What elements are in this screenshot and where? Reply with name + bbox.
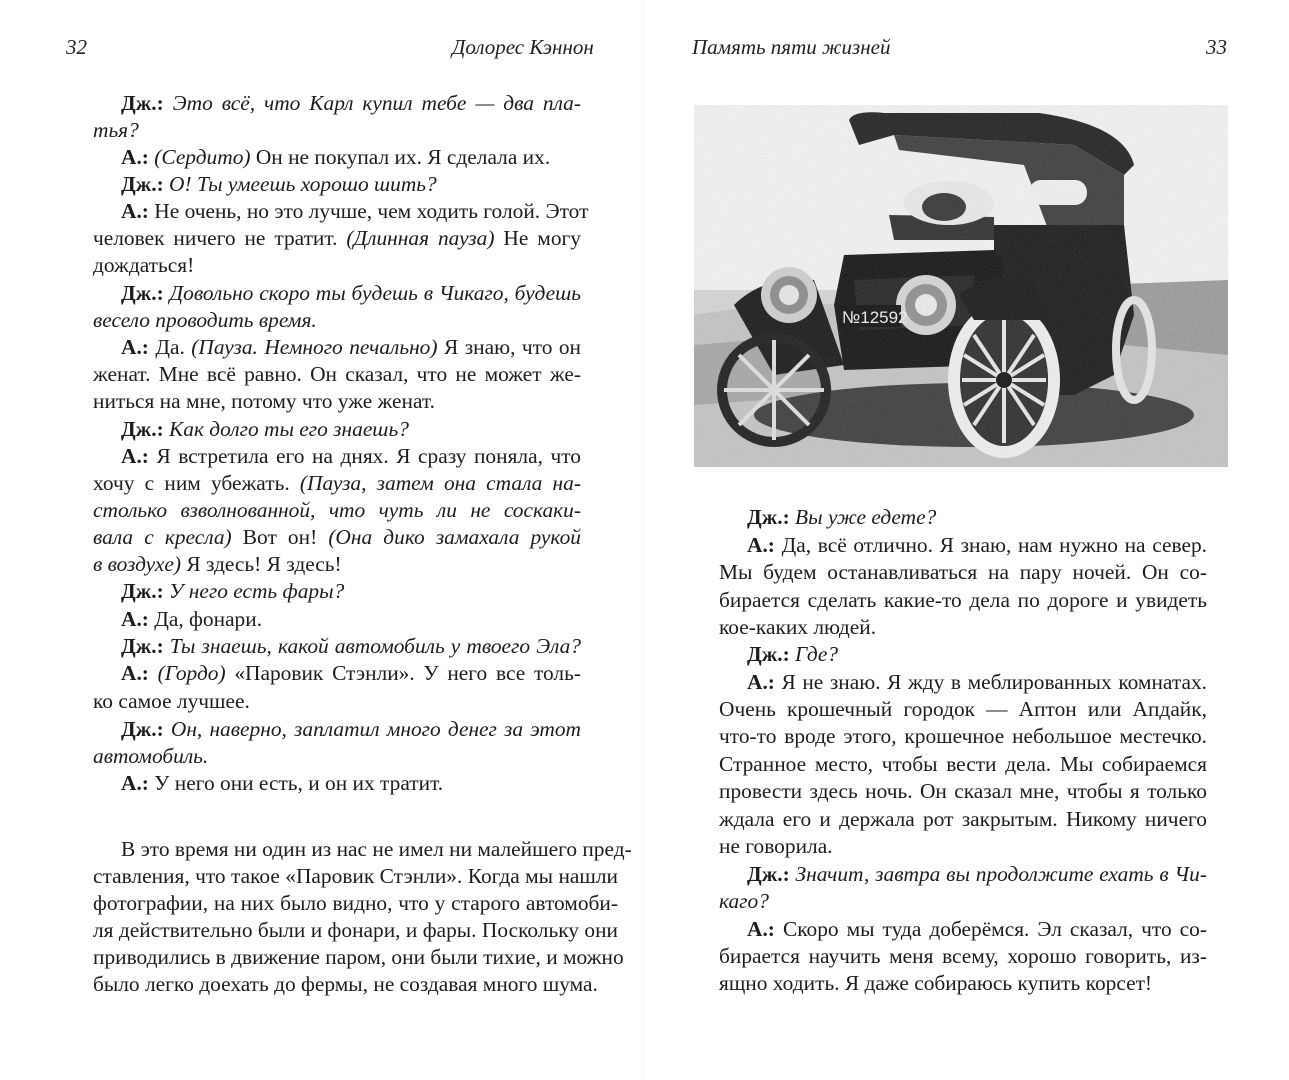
speaker-label: Дж.: [121, 417, 170, 441]
text-run: ждала его и держала рот закрытым. Никому ничего [719, 807, 1207, 831]
narrative-line [93, 917, 618, 944]
dialogue-line [747, 669, 1207, 696]
italic-text: У него есть фары? [169, 579, 345, 603]
text-run: ящно ходить. Я даже собираюсь купить корсет! [719, 971, 1153, 995]
text-run: провести здесь ночь. Он сказал мне, чтобы я только [719, 779, 1207, 803]
text-run: Да. [155, 335, 192, 359]
text-run: Я встретила его на днях. Я сразу поняла, что [156, 444, 581, 468]
text-run: Я здесь! Я здесь! [180, 552, 342, 576]
dialogue-line [93, 225, 581, 252]
italic-text: в воздухе) [93, 552, 181, 576]
text-run: ля действительно были и фонари, и фары. Поскольку они [93, 918, 618, 942]
text-run: Я знаю, что он [437, 335, 581, 359]
dialogue-line [719, 614, 876, 641]
italic-text: Это всё, что Карл купил тебе — два пла- [172, 91, 581, 115]
speaker-label: А.: [121, 771, 155, 795]
text-run: бирается научить меня всему, хорошо говорить, из- [719, 944, 1207, 968]
dialogue-line [93, 497, 581, 524]
speaker-label: Дж.: [121, 281, 170, 305]
dialogue-line [121, 660, 581, 687]
text-run: ниться на мне, потому что уже женат. [93, 389, 436, 413]
dialogue-line [121, 171, 437, 198]
italic-text: Где? [795, 642, 839, 666]
text-run: Он не покупал их. Я сделала их. [250, 145, 551, 169]
text-run: «Паровик Стэнли». У него все толь- [225, 661, 581, 685]
text-run: Мы будем останавливаться на пару ночей. Он со- [719, 560, 1207, 584]
text-run: человек ничего не тратит. [93, 226, 347, 250]
left-page [0, 0, 644, 1080]
italic-text: тья? [93, 118, 139, 142]
narrative-line [121, 836, 632, 863]
speaker-label: Дж.: [121, 172, 170, 196]
italic-text: (Пауза, затем она стала на- [299, 471, 581, 495]
italic-text: (Сердито) [154, 145, 251, 169]
text-run: не говорила. [719, 834, 833, 858]
dialogue-line [719, 559, 1207, 586]
narrative-line [93, 971, 598, 998]
dialogue-line [93, 743, 208, 770]
speaker-label: Дж.: [747, 862, 796, 886]
speaker-label: А.: [747, 917, 783, 941]
dialogue-line [719, 943, 1207, 970]
narrative-line [93, 863, 618, 890]
italic-text: (Пауза. Немного печально) [191, 335, 438, 359]
speaker-label: Дж.: [121, 91, 173, 115]
dialogue-line [121, 443, 581, 470]
text-run: Скоро мы туда доберёмся. Эл сказал, что со- [782, 917, 1207, 941]
dialogue-line [93, 117, 139, 144]
text-run: бирается сделать какие-то дела по дороге и увидеть [719, 588, 1207, 612]
dialogue-line [121, 416, 409, 443]
italic-text: О! Ты умеешь хорошо шить? [169, 172, 437, 196]
dialogue-line [93, 361, 581, 388]
text-run: было легко доехать до фермы, не создавая много шума. [93, 972, 598, 996]
page-number-right: 33 [1206, 35, 1227, 59]
text-run: Очень крошечный городок — Аптон или Апдайк, [719, 697, 1207, 721]
dialogue-line [719, 833, 833, 860]
dialogue-line [121, 90, 581, 117]
text-run: приводились в движение паром, они были тихие, и можно [93, 945, 624, 969]
text-run: Странное место, чтобы вести дела. Мы собираемся [719, 752, 1207, 776]
speaker-label: Дж.: [747, 505, 796, 529]
narrative-line [93, 890, 618, 917]
italic-text: Он, наверно, заплатил много денег за этот [170, 717, 582, 741]
dialogue-line [121, 144, 550, 171]
speaker-label: Дж.: [121, 579, 170, 603]
dialogue-line [719, 751, 1207, 778]
dialogue-line [719, 806, 1207, 833]
italic-text: автомобиль. [93, 744, 209, 768]
dialogue-line [719, 888, 769, 915]
dialogue-line [719, 778, 1207, 805]
dialogue-line [719, 587, 1207, 614]
page-number-left: 32 [66, 35, 87, 59]
italic-text: (Она дико замахала рукой [328, 525, 582, 549]
text-run: хочу с ним убежать. [93, 471, 300, 495]
dialogue-line [747, 641, 838, 668]
speaker-label: А.: [121, 661, 158, 685]
text-run: дождаться! [93, 253, 195, 277]
text-run: кое-каких людей. [719, 615, 877, 639]
dialogue-line [121, 633, 581, 660]
text-run: Вот он! [231, 525, 329, 549]
dialogue-line [93, 307, 317, 334]
italic-text: Ты знаешь, какой автомобиль у твоего Эла? [169, 634, 581, 658]
dialogue-line [93, 388, 435, 415]
speaker-label: Дж.: [121, 717, 171, 741]
speaker-label: А.: [121, 444, 157, 468]
dialogue-line [719, 970, 1152, 997]
dialogue-line [719, 696, 1207, 723]
text-run: У него они есть, и он их тратит. [154, 771, 444, 795]
speaker-label: А.: [121, 199, 155, 223]
italic-text: Довольно скоро ты будешь в Чикаго, будешь [169, 281, 582, 305]
dialogue-line [93, 252, 194, 279]
speaker-label: А.: [121, 145, 155, 169]
dialogue-line [121, 334, 581, 361]
dialogue-line [93, 470, 581, 497]
italic-text: (Гордо) [157, 661, 226, 685]
italic-text: (Длинная пауза) [346, 226, 495, 250]
dialogue-line [121, 578, 344, 605]
speaker-label: Дж.: [121, 634, 170, 658]
text-run: ко самое лучшее. [93, 689, 250, 713]
italic-text: Значит, завтра вы продолжите ехать в Чи- [795, 862, 1207, 886]
antique-automobile-photo [694, 105, 1228, 467]
running-head-author: Долорес Кэннон [452, 35, 594, 59]
speaker-label: А.: [121, 335, 156, 359]
dialogue-line [121, 606, 262, 633]
text-run: фотографии, на них было видно, что у старого автомоби- [93, 891, 618, 915]
dialogue-line [121, 280, 581, 307]
narrative-line [93, 944, 624, 971]
dialogue-line [93, 524, 581, 551]
text-run: В это время ни один из нас не имел ни малейшего пред- [121, 837, 632, 861]
text-run: что-то вроде этого, крошечное небольшое местечко. [719, 724, 1207, 748]
italic-text: весело проводить время. [93, 308, 317, 332]
dialogue-line [121, 198, 589, 225]
dialogue-line [719, 723, 1207, 750]
text-run: Не очень, но это лучше, чем ходить голой. Этот [154, 199, 589, 223]
text-run: женат. Мне всё равно. Он сказал, что не может же- [93, 362, 581, 386]
text-run: Не могу [494, 226, 581, 250]
dialogue-line [747, 861, 1207, 888]
italic-text: Как долго ты его знаешь? [169, 417, 409, 441]
speaker-label: Дж.: [747, 642, 796, 666]
dialogue-line [121, 770, 443, 797]
dialogue-line [121, 716, 581, 743]
dialogue-line [93, 551, 342, 578]
italic-text: столько взволнованной, что чуть ли не соскаки- [93, 498, 581, 522]
text-run: Я не знаю. Я жду в меблированных комнатах. [781, 670, 1207, 694]
car-illustration [694, 105, 1228, 467]
text-run: ставления, что такое «Паровик Стэнли». Когда мы нашли [93, 864, 618, 888]
italic-text: Вы уже едете? [795, 505, 937, 529]
text-run: Да, всё отлично. Я знаю, нам нужно на север. [781, 533, 1207, 557]
running-head-title: Память пяти жизней [692, 35, 891, 59]
text-run: Да, фонари. [154, 607, 263, 631]
speaker-label: А.: [747, 533, 782, 557]
speaker-label: А.: [121, 607, 155, 631]
dialogue-line [747, 916, 1207, 943]
italic-text: каго? [719, 889, 769, 913]
dialogue-line [747, 532, 1207, 559]
speaker-label: А.: [747, 670, 782, 694]
italic-text: вала с кресла) [93, 525, 232, 549]
dialogue-line [747, 504, 936, 531]
dialogue-line [93, 688, 250, 715]
